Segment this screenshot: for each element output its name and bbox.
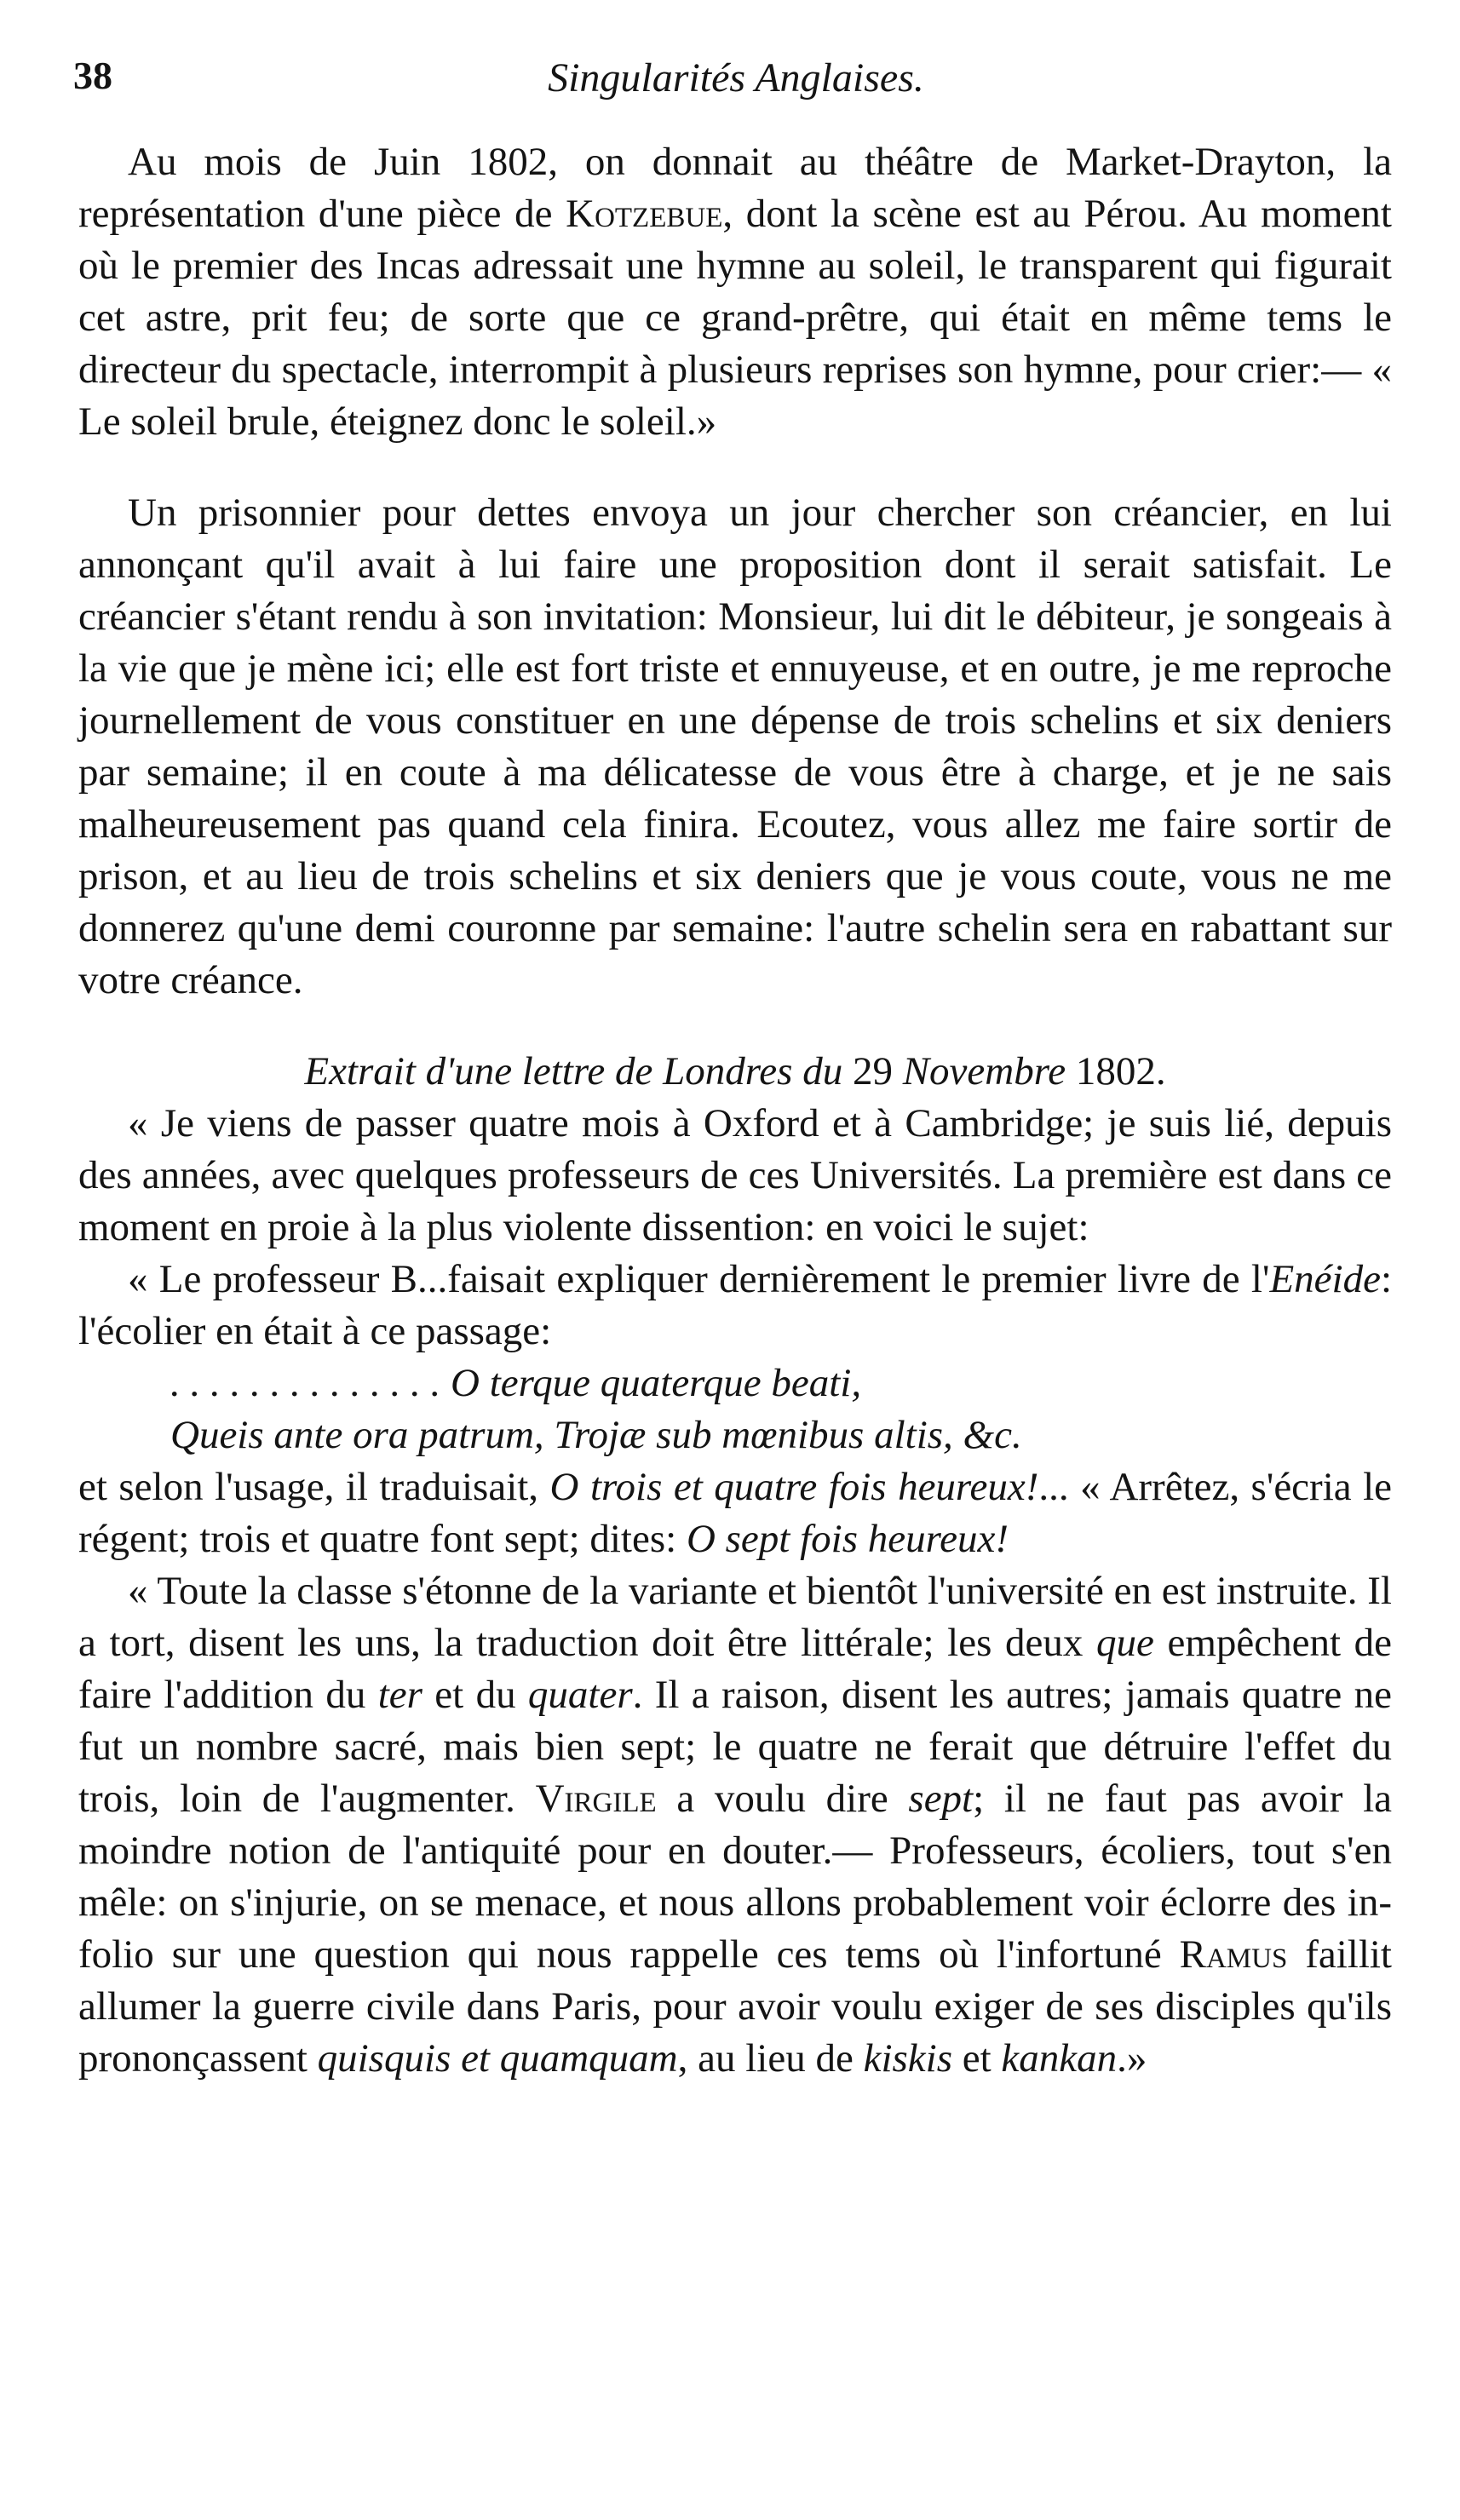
text-span: empêchent de faire l'addition du: [78, 1621, 1392, 1717]
text-span: a voulu dire: [656, 1777, 909, 1821]
author-name: Kotzebue: [566, 192, 723, 236]
heading-month: Novembre: [902, 1049, 1066, 1094]
section-heading: [78, 1046, 1392, 1098]
text-span: , dont la scène est au Pérou. Au moment où le premier des Incas adressait une hymne au soleil, le transparent qui figurait cet astre, prit feu; de sorte que ce grand-prêtre, qui était en même tems le directeur du spectacle, interrompit à plusieurs reprises son hymne, pour crier:— « Le soleil brule, éteignez donc le soleil.»: [78, 192, 1392, 444]
latin-word: quater: [527, 1673, 633, 1717]
text-span: et: [952, 2036, 1002, 2081]
text-span: et selon l'usage, il traduisait,: [78, 1465, 550, 1509]
latin-word: kankan: [1001, 2036, 1118, 2081]
paragraph-prisoner-anecdote: Un prisonnier pour dettes envoya un jour chercher son créancier, en lui annonçant qu'il avait à lui faire une proposition dont il serait satisfait. Le créancier s'étant rendu à son invitation: Monsieur, lui dit le débiteur, je songeais à la vie que je mène ici; elle est fort triste et ennuyeuse, et en outre, je me reproche journellement de vous constituer en une dépense de trois schelins et six deniers par semaine; il en coute à ma délicatesse de vous être à charge, et je ne sais malheureusement pas quand cela finira. Ecoutez, vous allez me faire sortir de prison, et au lieu de trois schelins et six deniers que je vous coute, vous ne me donnerez qu'une demi couronne par semaine: l'autre schelin sera en rabattant sur votre créance.: [78, 491, 1392, 1002]
text-span: ; il ne faut pas avoir la moindre notion de l'antiquité pour en douter.— Professeurs, écoliers, tout s'en mêle: on s'injurie, on se menace, et nous allons probablement voir éclorre des in-folio sur une question qui nous rappelle ces tems où l'infortuné: [78, 1777, 1392, 1977]
text-span: .»: [1117, 2036, 1147, 2081]
emphasis-word: sept: [908, 1777, 974, 1821]
heading-text: Extrait d'une lettre de Londres du: [304, 1049, 843, 1094]
page-number: 38: [73, 54, 112, 97]
page-header: [73, 53, 1399, 112]
text-span: « Toute la classe s'étonne de la variante et bientôt l'université en est instruite. Il a tort, disent les uns, la traduction doit être littérale; les deux: [78, 1569, 1392, 1665]
paragraph-translation: [78, 1461, 1392, 1565]
book-title: Enéide: [1269, 1257, 1381, 1301]
paragraph-gap: [78, 448, 1392, 487]
text-span: . Il a raison, disent les autres; jamais quatre ne fut un nombre sacré, mais bien sept; le quatre ne ferait que détruire l'effet du trois, loin de l'augmenter.: [78, 1673, 1392, 1821]
latin-word: kiskis: [863, 2036, 952, 2081]
heading-year: 1802.: [1066, 1049, 1166, 1094]
latin-word: que: [1095, 1621, 1154, 1665]
quoted-translation: O trois et quatre fois heureux!: [549, 1465, 1039, 1509]
author-name: Ramus: [1179, 1932, 1288, 1977]
text-span: Au mois de Juin 1802, on donnait au théâtre de Market-Drayton, la représentation d'une pièce de: [78, 140, 1392, 236]
running-title: Singularités Anglaises.: [548, 55, 924, 100]
paragraph-dispute: [78, 1565, 1392, 2085]
text-span: « Le professeur B...faisait expliquer dernièrement le premier livre de l': [128, 1257, 1270, 1301]
latin-word: ter: [377, 1673, 422, 1717]
text-span: : l'écolier en était à ce passage:: [78, 1257, 1392, 1353]
latin-words: quisquis et quamquam: [317, 2036, 678, 2081]
quoted-correction: O sept fois heureux!: [686, 1517, 1009, 1561]
text-span: , au lieu de: [677, 2036, 864, 2081]
verse-line-1: . . . . . . . . . . . . . . O terque quaterque beati,: [170, 1361, 862, 1405]
text-span: faillit allumer la guerre civile dans Paris, pour avoir voulu exiger de ses disciples qu'ils prononçassent: [78, 1932, 1392, 2081]
heading-day: 29: [842, 1049, 903, 1094]
verse-line-2: Queis ante ora patrum, Trojæ sub mœnibus altis, &c.: [170, 1413, 1022, 1457]
text-span: et du: [422, 1673, 528, 1717]
paragraph-professor: [78, 1254, 1392, 1358]
paragraph-oxford: « Je viens de passer quatre mois à Oxford et à Cambridge; je suis lié, depuis des années, avec quelques professeurs de ces Universités. La première est dans ce moment en proie à la plus violente dissention: en voici le sujet:: [78, 1101, 1392, 1249]
page-body: [78, 136, 1392, 2085]
paragraph-theatre-anecdote: [78, 136, 1392, 448]
paragraph-gap: [78, 1007, 1392, 1046]
author-name: Virgile: [535, 1777, 657, 1821]
text-span: ... « Arrêtez, s'écria le régent; trois et quatre font sept; dites:: [78, 1465, 1393, 1561]
